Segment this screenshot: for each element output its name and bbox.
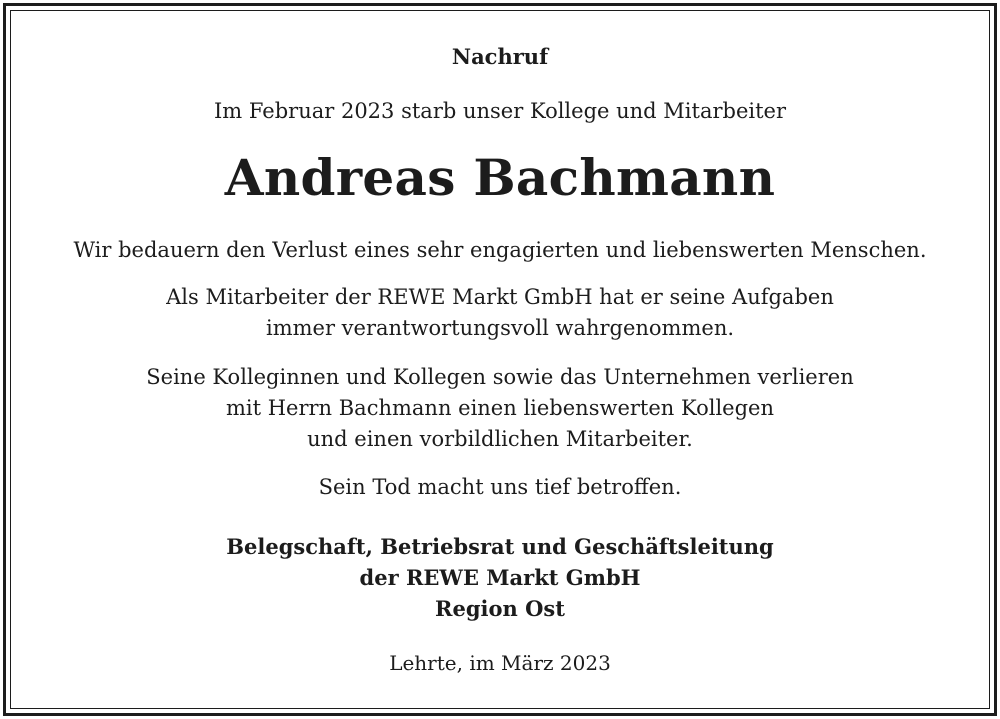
paragraph-line: Sein Tod macht uns tief betroffen. bbox=[318, 475, 682, 499]
paragraph-duties bbox=[0, 282, 1000, 344]
paragraph-line: Seine Kolleginnen und Kollegen sowie das Unternehmen verlieren bbox=[146, 365, 854, 389]
signature-line: der REWE Markt GmbH bbox=[359, 565, 641, 590]
paragraph-line: mit Herrn Bachmann einen liebenswerten Kollegen bbox=[225, 396, 775, 420]
signature-line: Belegschaft, Betriebsrat und Geschäftsleitung bbox=[226, 534, 774, 559]
deceased-name: Andreas Bachmann bbox=[224, 148, 776, 207]
signature-block bbox=[0, 531, 1000, 624]
paragraph-line: und einen vorbildlichen Mitarbeiter. bbox=[307, 427, 693, 451]
paragraph-grief bbox=[0, 472, 1000, 503]
paragraph-loss bbox=[0, 235, 1000, 266]
signature-line: Region Ost bbox=[435, 596, 565, 621]
notice-heading: Nachruf bbox=[451, 44, 549, 69]
place-date: Lehrte, im März 2023 bbox=[389, 651, 611, 675]
paragraph-colleagues bbox=[0, 362, 1000, 455]
paragraph-line: immer verantwortungsvoll wahrgenommen. bbox=[265, 316, 735, 340]
paragraph-line: Wir bedauern den Verlust eines sehr engagierten und liebenswerten Menschen. bbox=[73, 238, 927, 262]
intro-line: Im Februar 2023 starb unser Kollege und Mitarbeiter bbox=[213, 99, 786, 123]
paragraph-line: Als Mitarbeiter der REWE Markt GmbH hat er seine Aufgaben bbox=[166, 285, 834, 309]
